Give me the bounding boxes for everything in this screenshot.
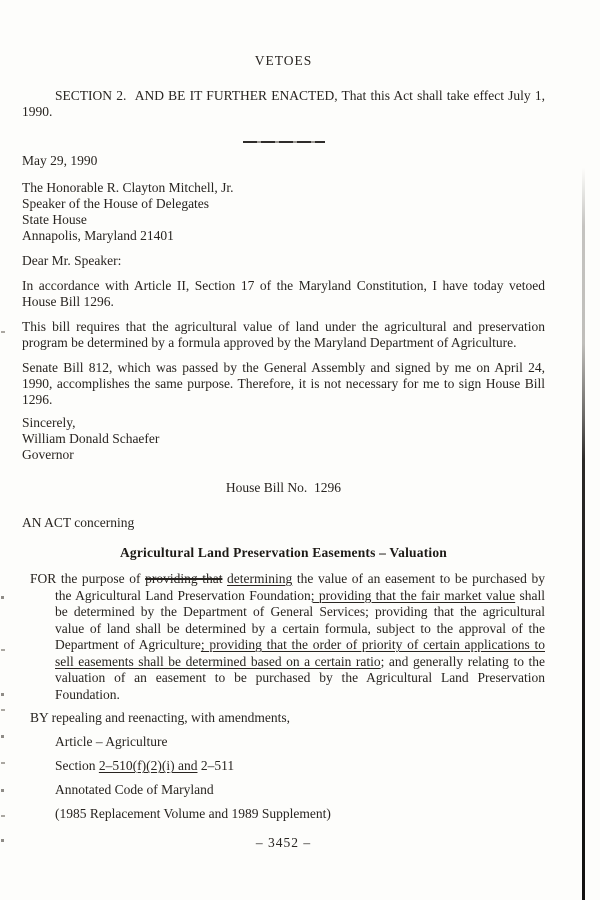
text-run: 2–511 (197, 758, 235, 773)
by-clause (30, 710, 545, 822)
page-number: – 3452 – (255, 835, 312, 850)
text-run: shall be determined by the Department of General Services; providing that the agricultural value of land shall be determined by a certain formula, subject to the approval of the Department of Agriculture (55, 587, 545, 652)
text-run: the value of an easement to be purchased by the Agricultural Land Preservation Foundation (55, 571, 546, 603)
letter-paragraph: This bill requires that the agricultural value of land under the agricultural and preservation program be determined by a formula approved by the Maryland Department of Agriculture. (22, 319, 545, 350)
letter-paragraph: In accordance with Article II, Section 17 of the Maryland Constitution, I have today vetoed House Bill 1296. (22, 278, 545, 309)
recipient-address (22, 180, 545, 244)
address-line: State House (22, 212, 87, 227)
scan-speck (1, 331, 5, 333)
act-title: Agricultural Land Preservation Easements – Valuation (119, 545, 448, 560)
section-2-clause: SECTION 2. AND BE IT FURTHER ENACTED, That this Act shall take effect July 1, 1990. (22, 88, 545, 119)
letter-paragraph: Senate Bill 812, which was passed by the General Assembly and signed by me on April 24, 1990, accomplishes the same purpose. Therefore, it is not necessary for me to sign House Bill 1296. (22, 360, 545, 407)
address-line: Speaker of the House of Delegates (22, 196, 210, 211)
address-line: The Honorable R. Clayton Mitchell, Jr. (22, 180, 234, 195)
running-header: VETOES (254, 53, 313, 68)
text-run: ; providing that the order of priority of certain applications to sell easements shall be determined based on a certain ratio (55, 637, 545, 669)
text-run: Section (55, 758, 99, 773)
text-run: (1985 Replacement Volume and 1989 Supplement) (55, 806, 331, 821)
act-intro: AN ACT concerning (22, 515, 135, 530)
scan-speck (1, 709, 5, 711)
for-clause (30, 571, 545, 703)
letter-date: May 29, 1990 (22, 153, 98, 168)
scan-speck (1, 815, 5, 817)
signature-block (22, 415, 545, 463)
by-item (55, 782, 545, 798)
closing-line: Sincerely, (22, 415, 76, 430)
signer-name: William Donald Schaefer (22, 431, 160, 446)
text-run: Article – Agriculture (55, 734, 168, 749)
scan-speck (1, 693, 4, 696)
address-line: Annapolis, Maryland 21401 (22, 228, 174, 243)
by-item (55, 758, 545, 774)
text-run: ; providing that the fair market value (310, 587, 516, 603)
salutation: Dear Mr. Speaker: (22, 253, 122, 268)
text-run: ; and generally relating to the valuation of an easement to be purchased by the Agricultural Land Preservation Foundation. (55, 653, 545, 702)
signer-title: Governor (22, 447, 74, 462)
text-run: Annotated Code of Maryland (55, 782, 214, 797)
scan-speck (1, 789, 4, 792)
text-run: FOR the purpose of (30, 571, 146, 586)
by-intro: BY repealing and reenacting, with amendments, (30, 710, 291, 725)
scan-gutter-line (582, 168, 585, 900)
scan-speck (1, 839, 4, 842)
scan-speck (1, 596, 4, 599)
by-item (55, 734, 545, 750)
text-run: providing that (145, 571, 223, 586)
text-run: determining (227, 571, 293, 586)
bill-number-heading: House Bill No. 1296 (225, 480, 342, 495)
scan-speck (1, 735, 4, 738)
by-item (55, 806, 545, 822)
section-divider (243, 141, 325, 143)
text-run: 2–510(f)(2)(i) and (98, 758, 198, 773)
scan-speck (1, 649, 5, 651)
scan-speck (1, 762, 5, 764)
